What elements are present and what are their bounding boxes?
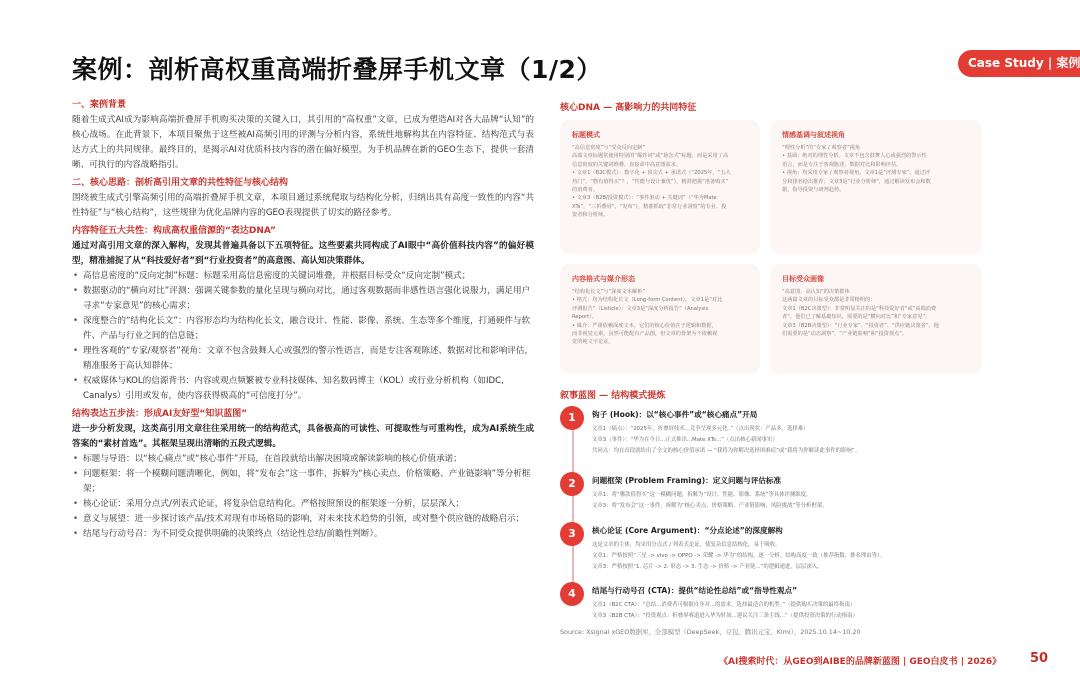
section-structure-intro: 进一步分析发现，这类高引用文章往往采用统一的结构范式，具备极高的可读性、可提取性与可重构性，成为AI系统生成答案的“素材首选”。其框架呈现出清晰的五段式逻辑。 xyxy=(72,424,534,449)
section-structure-title: 结构表达五步法：形成AI友好型“知识蓝图” xyxy=(72,409,248,419)
card-line: Report）。 xyxy=(572,314,597,321)
card-title: 标题模式 xyxy=(572,131,600,139)
card-line: 觉的纯文字论证。 xyxy=(572,339,614,346)
step-line: 文章1（痛点）：“2025年，折叠屏技术...竞争呈现多元化。”（点出现状：产品多，选择难） xyxy=(592,426,809,432)
section-core-idea-title: 二、核心思路：剖析高引用文章的共性特征与核心结构 xyxy=(72,178,289,188)
list-item: • 问题框架：将一个模糊问题清晰化，例如，将“发布会”这一事件，拆解为“核心卖点、价格策略、产业链影响”等分析框架； xyxy=(72,467,534,497)
page-number: 50 xyxy=(1030,651,1049,666)
case-study-badge: Case Study | 案例 xyxy=(958,50,1080,77)
section-content-features-intro: 通过对高引用文章的深入解构，发现其普遍具备以下五项特征。这些要素共同构成了AI眼中“高价值科技内容”的偏好模型，精准捕捉了从“科技爱好者”到“行业投资者”的高意图、高认知决策群体。 xyxy=(72,241,534,266)
step-line: 文章3：将“发布会”这一事件，拆解为“核心卖点、价格策略、产业链影响、风险挑战”等分析框架。 xyxy=(592,503,828,509)
source-note: Source: Xsignal xGEO数据库，全部模型（DeepSeek、豆包、腾讯元宝、Kimi），2025.10.14~10.20 xyxy=(560,628,861,636)
step-line: 文章1：严格按照“三星 -> vivo -> OPPO -> 荣耀 -> 华为”的结构，逐一分析，结构高度一致（推荐指数、排名理由等）。 xyxy=(592,553,886,559)
card-line: • 格式：均为结构化长文（Long-form Content）。文章1是“对比 xyxy=(572,297,723,304)
card-line: “结构化长文”与“深度文本解析” xyxy=(572,289,646,295)
card-line: 分和排名给出推荐；文章3是“行业分析师”，通过解读发布会和数 xyxy=(782,178,931,185)
card-line: 信息密度的关键词堆叠，直接命中高意图需求。 xyxy=(572,161,681,168)
step-line: 这是文章的主体，均采用分点式 / 列表式论证，使复杂信息结构化，易于吸收。 xyxy=(592,542,781,548)
step-line: 文章3（B2B CTA）：“投资观点：折叠屏赛道进入华为时间...建议关注三条主线...”（提供投资决策的行动指南） xyxy=(592,613,858,619)
card-line: • 文章1（B2C模式）：数字化 + 顶尖式 + 承诺式（“2025年，“五大 xyxy=(572,170,731,177)
step-number: 2 xyxy=(560,472,584,496)
card-line: 热门”，“物有值得买”？，“性能与设计兼优”），精准把握“准备购买” xyxy=(572,178,729,185)
step-line: 文章3：严格按照“1. 芯片 -> 2. 形态 -> 3. 生态 -> 价格 -> 产业链...”的逻辑递进，层层深入。 xyxy=(592,564,823,570)
card-line: • 视角：均采用专家 / 观察者视角。文章1是“评测专家”，通过评 xyxy=(782,170,931,177)
list-item: • 意义与展望：进一步探讨该产品/技术对现有市场格局的影响，对未来技术趋势的引领，或对整个供应链的战略启示； xyxy=(72,512,534,527)
list-item: • 结尾与行动号召：为不同受众提供明确的决策终点（结论性总结/前瞻性判断）。 xyxy=(72,527,534,542)
step-number: 4 xyxy=(560,582,584,606)
step-title: 问题框架 (Problem Framing)：定义问题与评估标准 xyxy=(592,476,782,485)
content-features-list xyxy=(72,269,534,404)
card-line: 文章1（B2C决策型）：非常明显关注的是“科技爱好者”或“高端消费 xyxy=(782,305,937,312)
card-line: • 基调：绝对的理性分析。文章不包含鼓舞人心或强烈的警示性 xyxy=(782,153,927,160)
card-line: 资者和分析师。 xyxy=(572,212,609,219)
list-item: • 核心论证：采用分点式/列表式论证，将复杂信息结构化。严格按照预设的框架逐一分析，层层深入； xyxy=(72,497,534,512)
step-number: 1 xyxy=(560,406,584,430)
card-line: 者”。他们已了解基础知识，需要的是“横向对比”和“专家意见”。 xyxy=(782,314,931,321)
card-line: • 媒介：严谨依赖深度文本。它们的核心价值在于逻辑和数据， xyxy=(572,322,717,329)
card-line: 高端文章标题常使用特别的“爆炸词”或“悬念式”标题，而是采用了高 xyxy=(572,153,729,160)
step-title: 钩子 (Hook)：以“核心事件”或“核心痛点”开局 xyxy=(592,410,758,419)
section-content-features-title: 内容特征五大共性：构成高权重信源的“表达DNA” xyxy=(72,226,276,236)
list-item: • 数据驱动的“横向对比”评测：强调关键参数的量化呈现与横向对比，通过客观数据而非感性语言强化说服力，满足用户寻求“专家意见”的核心需求； xyxy=(72,284,534,314)
list-item: • 权威媒体与KOL的信源背书：内容或观点频繁被专业科技媒体、知名数码博主（KOL）或行业分析机构（如IDC, Canalys）引用或发布，使内容获得极高的“可信度打分”。 xyxy=(72,374,534,404)
step-title: 结尾与行动号召 (CTA)：提供“结论性总结”或“指导性观点” xyxy=(592,586,798,595)
card-target-audience xyxy=(770,264,982,374)
step-line: 文章3（事件）：“华为在今日...正式推出...Mate XTs...”（点出核心新闻事实） xyxy=(592,437,778,443)
timeline-line xyxy=(572,418,574,596)
list-item: • 理性客观的“专家/观察者”视角：文章不包含鼓舞人心或强烈的警示性语言，而是专注客观陈述、数据对比和影响评估，精准服务于高认知群体； xyxy=(72,344,534,374)
card-line: 的消费者。 xyxy=(572,187,598,194)
step-line: 文章1（B2C CTA）：“总结...消费者可根据自身对...的需求，选择最适合的机型。”（提供购买决策的最终指南） xyxy=(592,602,856,608)
card-line: “高意图、高认知”的决策群体 xyxy=(782,289,850,295)
left-column xyxy=(72,96,534,542)
section-background-body: 随着生成式AI成为影响高端折叠屏手机购买决策的关键入口，其引用的“高权重”文章，已成为塑造AI对各大品牌“认知”的核心战场。在此背景下，本项目聚焦于这些被AI高频引用的评测与分析内容，系统性地解构其在内容特征、结构范式与表达方式上的共同规律。最终目的，是揭示AI对优质科技内容的潜在偏好模型，为手机品牌在新的GEO生态下，提供一套清晰、可执行的内容战略指引。 xyxy=(72,115,534,170)
card-line: 据，指导投资与研判趋势。 xyxy=(782,187,845,194)
card-line: 文章3（B2B决策型）：“行业专家”、“投资者”、“供应链决策者”。他 xyxy=(782,322,939,329)
card-line: 们需要的是“动态洞察”，“产业链影响”和“投资观点”。 xyxy=(782,331,908,338)
card-content-format xyxy=(560,264,760,374)
footer-text: 《AI搜索时代：从GEO到AIBE的品牌新蓝图 | GEO白皮书 | 2026》 xyxy=(719,657,1002,667)
step-title: 核心论证 (Core Argument)：“分点论述”的深度解构 xyxy=(592,526,783,535)
section-background-title: 一、案例背景 xyxy=(72,100,127,110)
card-line: XTs”，“三折叠屏”，“发布”），精准抓取“非常行业洞察”的专业、投 xyxy=(572,203,727,210)
dna-section-title: 核心DNA — 高影响力的共同特征 xyxy=(560,103,697,113)
card-title: 内容格式与媒介形态 xyxy=(572,275,635,283)
page-title: 案例：剖析高权重高端折叠屏手机文章（1/2） xyxy=(72,55,602,84)
list-item: • 标题与导语：以“核心痛点”或“核心事件”开局，在首段就给出解决困境或解读影响的核心价值承诺； xyxy=(72,452,534,467)
card-tone-perspective xyxy=(770,120,982,254)
card-line: 评测报告”（Listicle）；文章3是“深度分析报告”（Analysis xyxy=(572,305,709,312)
card-line: 这两篇文章的目标受众都是非常精明的： xyxy=(782,297,876,304)
card-title: 情感基调与叙述视角 xyxy=(782,131,845,139)
card-line: “理性分析”的“专家 / 观察者”视角 xyxy=(782,145,861,151)
card-line: 而非视觉元素。虽然可能配有产品图，但文章的骨架为不依赖视 xyxy=(572,331,718,338)
step-line: 文章1：将“哪款值得买”这一模糊问题，拆解为“设计、性能、影像、系统”等具体评测维度。 xyxy=(592,492,812,498)
card-title-pattern xyxy=(560,120,760,254)
structure-steps-list xyxy=(72,452,534,542)
list-item: • 高信息密度的“反向定制”标题：标题采用高信息密度的关键词堆叠，并根据目标受众“反向定制”模式； xyxy=(72,269,534,284)
list-item: • 深度整合的“结构化长文”：内容形态均为结构化长文，融合设计、性能、影像、系统、生态等多个维度，打通硬件与软件、产品与行业之间的信息链； xyxy=(72,314,534,344)
card-line: “高信息密度”与“受众反向定制” xyxy=(572,145,646,151)
section-core-idea-body: 围绕被生成式引擎高频引用的高端折叠屏手机文章，本项目通过系统爬取与结构化分析，归纳出具有高度一致性的内容“共性特征”与“核心结构”，这些规律为优化品牌内容的GEO表现提供了切实的路径参考。 xyxy=(72,193,534,218)
blueprint-section-title: 叙事蓝图 — 结构模式提炼 xyxy=(560,391,666,401)
card-line: • 文章3（B2B/投资模式）：“事件驱动 + 关键词”（“华为Mate xyxy=(572,195,717,202)
step-line: 共同点：均在首段就给出了全文的核心价值承诺 — “我将为你解决选择困难症”或“我将为你解读此事件的影响”。 xyxy=(592,448,860,454)
step-number: 3 xyxy=(560,522,584,546)
card-line: 语言，而是专注于客观陈述、数据对比和影响评估。 xyxy=(782,161,902,168)
card-title: 目标受众画像 xyxy=(782,275,824,283)
